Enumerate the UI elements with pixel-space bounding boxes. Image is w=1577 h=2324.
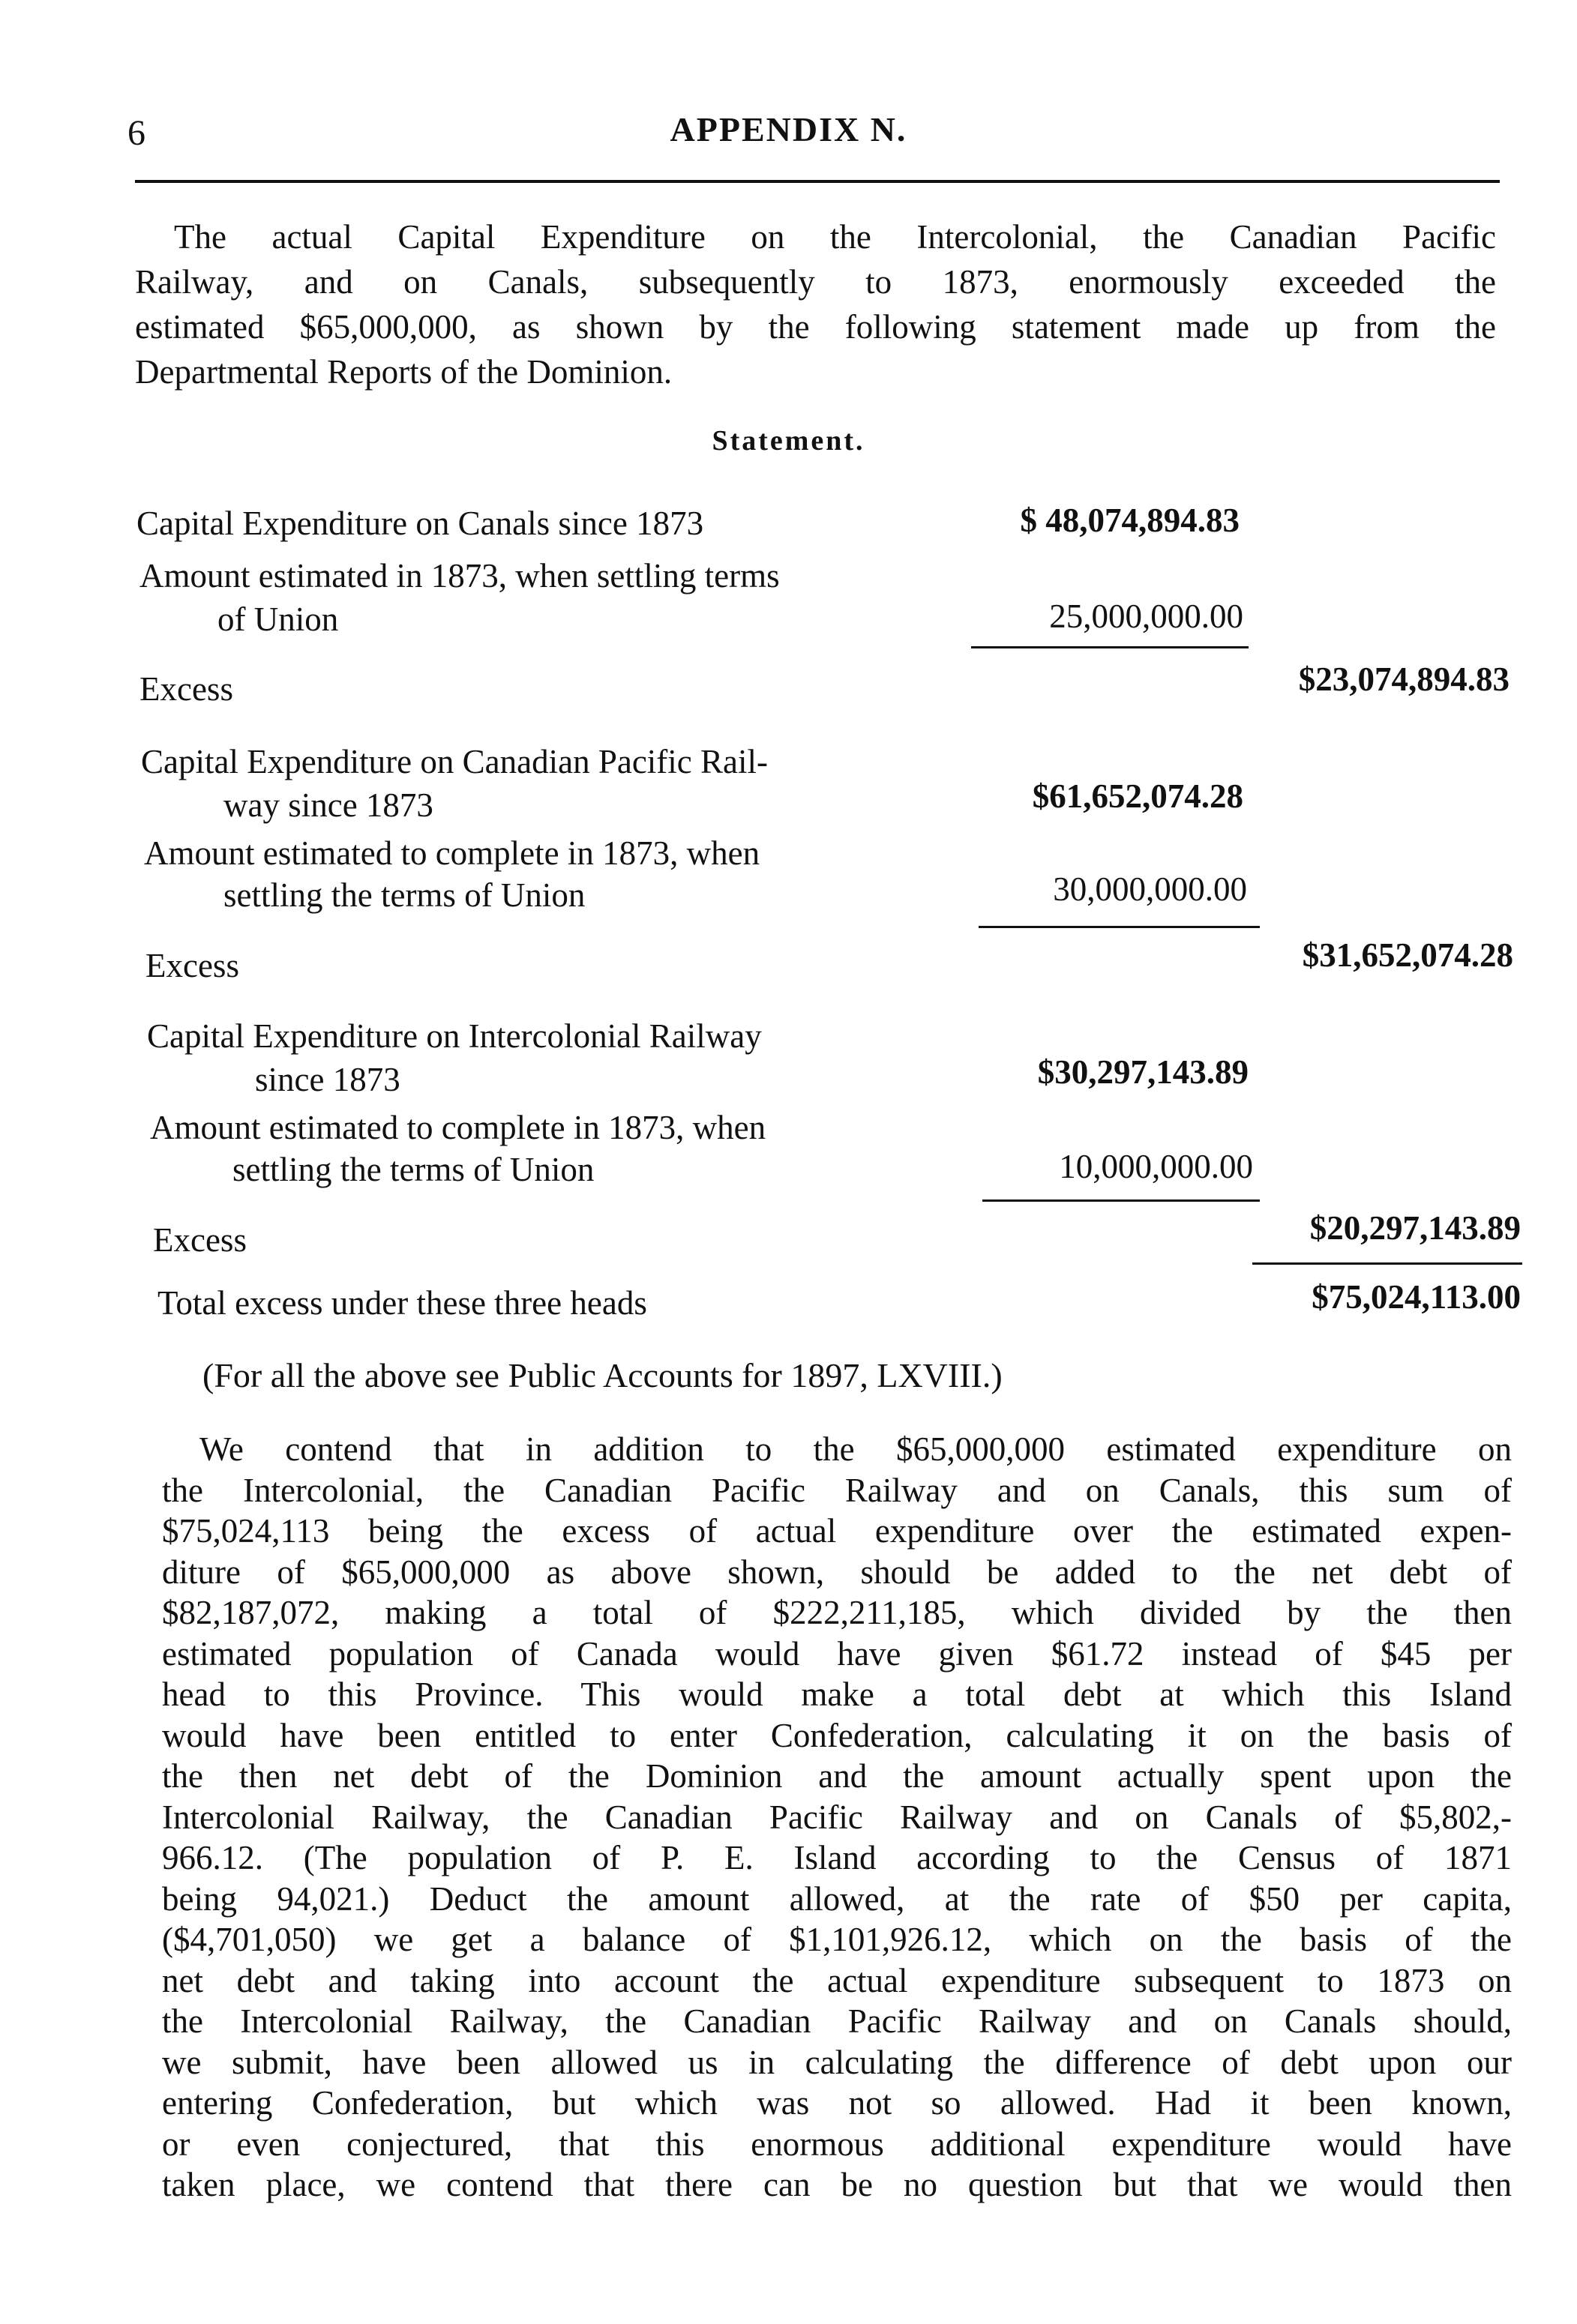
body-line: ($4,701,050) we get a balance of $1,101,926.12, which on the basis of the [162, 1921, 1512, 1958]
estimate-label: settling the terms of Union [232, 1151, 595, 1188]
body-line: entering Confederation, but which was not so allowed. Had it been known, [162, 2084, 1512, 2122]
excess-amount: $20,297,143.89 [1309, 1209, 1521, 1247]
total-amount: $75,024,113.00 [1312, 1278, 1521, 1316]
body-line: the Intercolonial, the Canadian Pacific Railway and on Canals, this sum of [162, 1471, 1512, 1509]
body-paragraph [162, 1429, 1512, 2206]
body-line: we submit, have been allowed us in calculating the difference of debt upon our [162, 2043, 1512, 2081]
source-note: (For all the above see Public Accounts for 1897, LXVIII.) [202, 1356, 1003, 1394]
estimate-amount: 25,000,000.00 [1049, 597, 1243, 635]
body-line: 966.12. (The population of P. E. Island according to the Census of 1871 [162, 1839, 1512, 1876]
excess-label: Excess [139, 670, 233, 708]
body-line: $82,187,072, making a total of $222,211,185, which divided by the then [162, 1594, 1512, 1631]
body-line: Intercolonial Railway, the Canadian Pacific Railway and on Canals of $5,802,- [162, 1798, 1512, 1836]
intro-paragraph [135, 214, 1496, 394]
expenditure-label: Capital Expenditure on Canals since 1873 [136, 505, 704, 542]
estimate-label: Amount estimated to complete in 1873, when [150, 1109, 766, 1146]
body-line: net debt and taking into account the actual expenditure subsequent to 1873 on [162, 1961, 1512, 1999]
expenditure-amount: $30,297,143.89 [1037, 1053, 1249, 1091]
header-rule [135, 180, 1500, 183]
intro-line: The actual Capital Expenditure on the Intercolonial, the Canadian Pacific [174, 218, 1496, 256]
intro-line: estimated $65,000,000, as shown by the following statement made up from the [135, 308, 1496, 346]
total-label: Total excess under these three heads [157, 1284, 647, 1322]
estimate-label: settling the terms of Union [223, 876, 586, 914]
excess-amount: $31,652,074.28 [1302, 936, 1513, 974]
expenditure-amount: $61,652,074.28 [1032, 777, 1243, 815]
body-line: or even conjectured, that this enormous additional expenditure would have [162, 2125, 1512, 2163]
expenditure-label: Capital Expenditure on Canadian Pacific Rail- [141, 743, 768, 780]
subtotal-rule [979, 926, 1260, 928]
body-line: would have been entitled to enter Confederation, calculating it on the basis of [162, 1716, 1512, 1754]
subtotal-rule [982, 1199, 1260, 1202]
body-line: the then net debt of the Dominion and the amount actually spent upon the [162, 1757, 1512, 1795]
subtotal-rule [971, 646, 1249, 648]
estimate-label: Amount estimated in 1873, when settling terms [139, 557, 780, 594]
intro-line: Departmental Reports of the Dominion. [135, 353, 673, 391]
body-line: estimated population of Canada would have given $61.72 instead of $45 per [162, 1634, 1512, 1673]
expenditure-label: Capital Expenditure on Intercolonial Railway [147, 1017, 762, 1055]
total-rule [1252, 1262, 1522, 1265]
estimate-amount: 30,000,000.00 [1053, 870, 1247, 908]
intro-line: Railway, and on Canals, subsequently to 1873, enormously exceeded the [135, 263, 1496, 301]
estimate-amount: 10,000,000.00 [1059, 1148, 1253, 1185]
excess-amount: $23,074,894.83 [1298, 660, 1510, 698]
excess-label: Excess [153, 1221, 247, 1259]
statement-title: Statement. [712, 425, 865, 457]
running-head: APPENDIX N. [670, 110, 907, 148]
body-line: We contend that in addition to the $65,000,000 estimated expenditure on [199, 1430, 1512, 1468]
estimate-label: Amount estimated to complete in 1873, when [144, 834, 760, 872]
page-number: 6 [127, 113, 145, 153]
estimate-label: of Union [217, 600, 339, 638]
expenditure-label: since 1873 [255, 1061, 400, 1098]
excess-label: Excess [145, 947, 239, 984]
expenditure-label: way since 1873 [223, 786, 433, 824]
body-line: taken place, we contend that there can be no question but that we would then [162, 2166, 1512, 2203]
body-line: being 94,021.) Deduct the amount allowed, at the rate of $50 per capita, [162, 1879, 1512, 1918]
body-line: the Intercolonial Railway, the Canadian Pacific Railway and on Canals should, [162, 2002, 1512, 2040]
expenditure-amount: $ 48,074,894.83 [1020, 502, 1240, 539]
body-line: diture of $65,000,000 as above shown, should be added to the net debt of [162, 1553, 1512, 1591]
body-line: $75,024,113 being the excess of actual expenditure over the estimated expen- [162, 1512, 1512, 1550]
body-line: head to this Province. This would make a total debt at which this Island [162, 1676, 1512, 1713]
